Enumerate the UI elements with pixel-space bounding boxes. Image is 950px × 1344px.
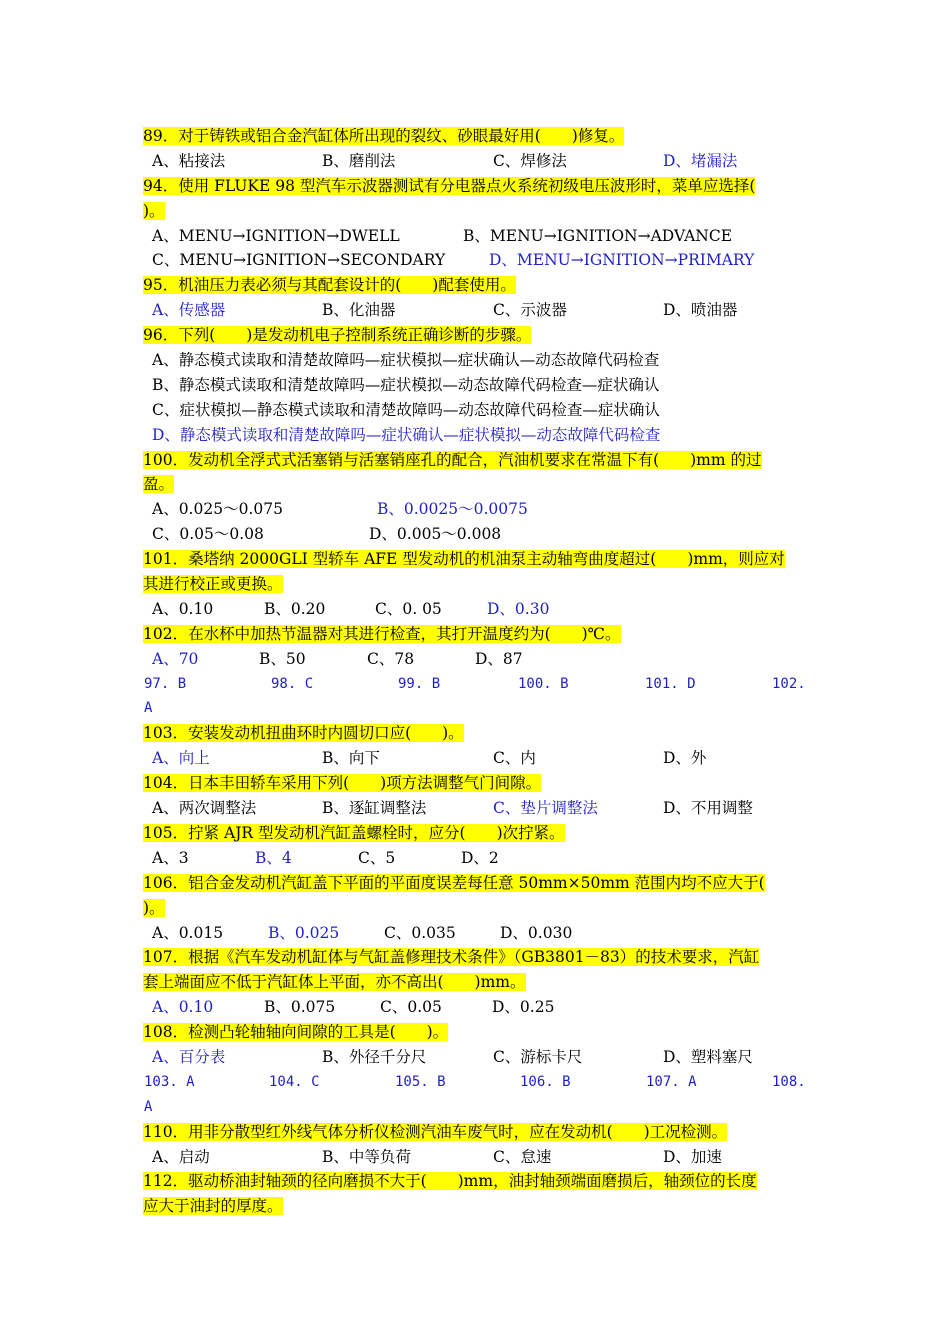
option-b: B、磨削法: [322, 151, 396, 170]
option-b: B、50: [259, 649, 306, 668]
option-a-answer: A、0.10: [152, 998, 214, 1017]
option-b: B、静态模式读取和清楚故障吗—症状模拟—动态故障代码检查—症状确认: [152, 375, 660, 394]
options-95: [143, 298, 811, 323]
option-d-answer: D、堵漏法: [663, 151, 738, 170]
option-b: B、中等负荷: [322, 1147, 411, 1166]
answer-key-item: 98. C: [271, 675, 314, 692]
options-106: [143, 921, 811, 946]
option-d: D、加速: [663, 1147, 722, 1166]
options-108: [143, 1045, 811, 1070]
question-94-line1: 94．使用 FLUKE 98 型汽车示波器测试有分电器点火系统初级电压波形时，菜单应选择(: [143, 176, 756, 195]
exam-document: [143, 124, 811, 1219]
question-110: 110．用非分散型红外线气体分析仪检测汽油车废气时，应在发动机( )工况检测。: [143, 1122, 728, 1141]
option-a-answer: A、传感器: [152, 301, 226, 320]
question-89: 89．对于铸铁或铝合金汽缸体所出现的裂纹、砂眼最好用( )修复。: [143, 127, 625, 145]
question-112-line1: 112．驱动桥油封轴颈的径向磨损不大于( )mm，油封轴颈端面磨损后，轴颈位的长度: [143, 1172, 757, 1191]
option-c: C、游标卡尺: [493, 1047, 583, 1066]
option-a: A、0.10: [152, 599, 214, 618]
option-c-answer: C、垫片调整法: [493, 799, 598, 818]
option-a: A、粘接法: [152, 151, 226, 170]
question-105: 105．拧紧 AJR 型发动机汽缸盖螺栓时，应分( )次拧紧。: [143, 823, 565, 842]
options-100-row2: [143, 522, 811, 547]
answer-key-item: 102.: [772, 675, 806, 692]
answer-key-item: 100. B: [518, 675, 569, 692]
option-d: D、2: [461, 848, 499, 867]
question-107-line2: 套上端面应不低于汽缸体上平面，亦不高出( )mm。: [143, 973, 526, 992]
option-d-answer: D、0.30: [487, 599, 550, 618]
option-c: C、78: [367, 649, 415, 668]
option-a: A、静态模式读取和清楚故障吗—症状模拟—症状确认—动态故障代码检查: [152, 351, 660, 370]
options-89: [143, 149, 811, 174]
answer-key-item: 108.: [772, 1073, 806, 1090]
option-c: C、0.05: [380, 998, 442, 1017]
options-94-row2: [143, 248, 811, 273]
option-d-answer: D、MENU→IGNITION→PRIMARY: [489, 251, 755, 270]
option-d: D、0.030: [500, 923, 573, 942]
answer-key-item: 97. B: [144, 675, 187, 692]
question-106-line1: 106．铝合金发动机汽缸盖下平面的平面度误差每任意 50mm×50mm 范围内均不应大于(: [143, 873, 765, 892]
option-b-answer: B、4: [255, 848, 292, 867]
option-c: C、MENU→IGNITION→SECONDARY: [152, 251, 446, 270]
question-96: 96．下列( )是发动机电子控制系统正确诊断的步骤。: [143, 326, 532, 345]
answer-key-item: 105. B: [395, 1073, 446, 1090]
answer-key-row: [143, 1070, 811, 1095]
question-103: 103．安装发动机扭曲环时内圆切口应( )。: [143, 724, 464, 743]
option-c: C、症状模拟—静态模式读取和清楚故障吗—动态故障代码检查—症状确认: [152, 400, 660, 419]
option-d: D、不用调整: [663, 799, 753, 818]
option-d: D、喷油器: [663, 301, 738, 320]
question-102: 102．在水杯中加热节温器对其进行检查，其打开温度约为( )℃。: [143, 624, 621, 643]
answer-key-item: 99. B: [398, 675, 441, 692]
answer-key-row-wrap: [143, 696, 811, 721]
question-108: 108．检测凸轮轴轴向间隙的工具是( )。: [143, 1023, 449, 1042]
options-102: [143, 647, 811, 672]
option-a-answer: A、百分表: [152, 1047, 226, 1066]
option-a: A、启动: [152, 1147, 210, 1166]
option-a: A、0.025～0.075: [152, 500, 283, 519]
question-95: 95．机油压力表必须与其配套设计的( )配套使用。: [143, 276, 516, 295]
option-c: C、5: [358, 848, 396, 867]
option-d-answer: D、静态模式读取和清楚故障吗—症状确认—症状模拟—动态故障代码检查: [152, 425, 661, 444]
options-103: [143, 746, 811, 771]
option-a-answer: A、70: [152, 649, 199, 668]
question-112-line2: 应大于油封的厚度。: [143, 1197, 283, 1216]
option-b: B、0.20: [264, 599, 326, 618]
option-a: A、3: [152, 848, 189, 867]
question-107-line1: 107．根据《汽车发动机缸体与气缸盖修理技术条件》（GB3801－83）的技术要求，汽缸: [143, 948, 760, 967]
option-c: C、0.05～0.08: [152, 525, 264, 544]
options-104: [143, 796, 811, 821]
question-106-line2: )。: [143, 898, 165, 917]
answer-key-item: A: [144, 1098, 153, 1115]
option-b: B、0.075: [264, 998, 336, 1017]
option-c: C、示波器: [493, 301, 567, 320]
option-d: D、外: [663, 749, 707, 768]
answer-key-item: A: [144, 700, 153, 717]
option-b: B、化油器: [322, 301, 396, 320]
options-101: [143, 597, 811, 622]
question-101-line1: 101．桑塔纳 2000GLI 型轿车 AFE 型发动机的机油泵主动轴弯曲度超过( )mm，则应对: [143, 550, 785, 569]
option-b-answer: B、0.0025～0.0075: [377, 500, 528, 519]
options-94-row1: [143, 224, 811, 249]
question-94-line2: )。: [143, 201, 165, 220]
option-a: A、0.015: [152, 923, 224, 942]
option-a-answer: A、向上: [152, 749, 210, 768]
option-c: C、焊修法: [493, 151, 567, 170]
option-b-answer: B、0.025: [268, 923, 340, 942]
options-107: [143, 995, 811, 1020]
option-b: B、MENU→IGNITION→ADVANCE: [463, 226, 733, 245]
option-c: C、0. 05: [375, 599, 442, 618]
option-d: D、0.005～0.008: [369, 525, 502, 544]
answer-key-row: [143, 672, 811, 697]
answer-key-item: 103. A: [144, 1073, 195, 1090]
question-100-line2: 盈。: [143, 475, 175, 494]
question-100-line1: 100．发动机全浮式式活塞销与活塞销座孔的配合，汽油机要求在常温下有( )mm 的过: [143, 450, 762, 469]
option-b: B、向下: [322, 749, 380, 768]
option-a: A、MENU→IGNITION→DWELL: [152, 226, 400, 245]
option-b: B、外径千分尺: [322, 1047, 427, 1066]
answer-key-item: 101. D: [645, 675, 696, 692]
options-105: [143, 846, 811, 871]
answer-key-item: 104. C: [269, 1073, 320, 1090]
question-101-line2: 其进行校正或更换。: [143, 575, 283, 594]
option-b: B、逐缸调整法: [322, 799, 427, 818]
option-d: D、0.25: [492, 998, 555, 1017]
option-c: C、内: [493, 749, 536, 768]
option-a: A、两次调整法: [152, 799, 257, 818]
options-100-row1: [143, 497, 811, 522]
question-104: 104．日本丰田轿车采用下列( )项方法调整气门间隙。: [143, 774, 542, 793]
options-110: [143, 1145, 811, 1170]
option-d: D、87: [475, 649, 523, 668]
option-d: D、塑料塞尺: [663, 1047, 753, 1066]
answer-key-item: 107. A: [646, 1073, 697, 1090]
answer-key-item: 106. B: [520, 1073, 571, 1090]
answer-key-row-wrap: [143, 1095, 811, 1120]
option-c: C、0.035: [384, 923, 456, 942]
option-c: C、怠速: [493, 1147, 552, 1166]
